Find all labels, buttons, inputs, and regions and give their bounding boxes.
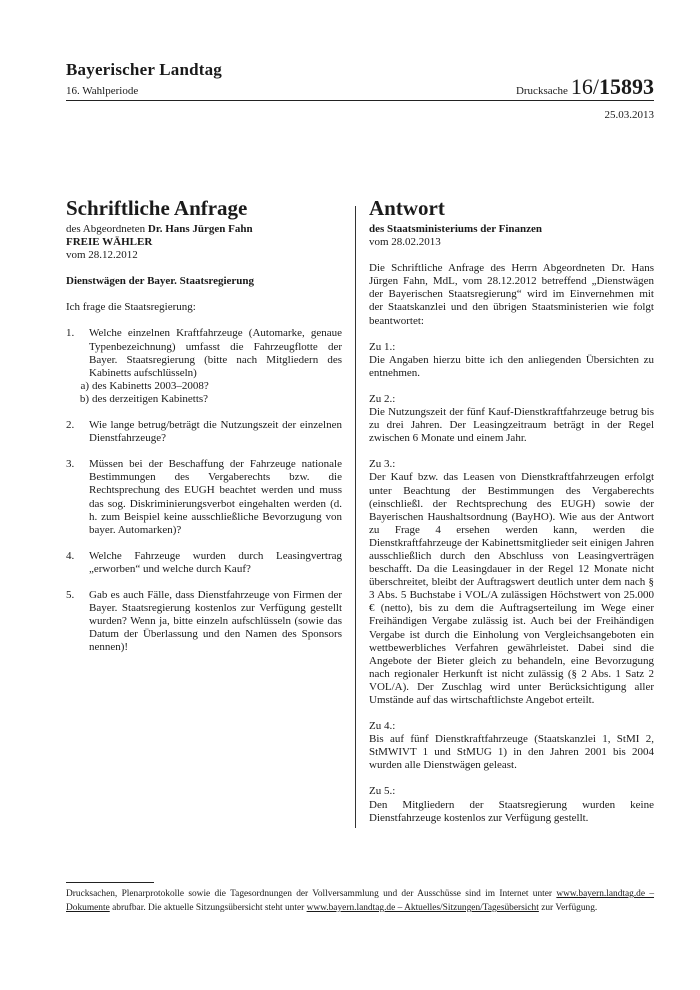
antwort-column [369,196,654,825]
answer-5-label: Zu 5.: [369,785,396,798]
answer-3-label: Zu 3.: [369,458,396,471]
answer-2-text: Die Nutzungszeit der fünf Kauf-Dienstkraftfahrzeuge betrug bis zu drei Jahren. Der Leasingzeitraum beträgt in der Regel zwischen 6 Monate und einem Jahr. [369,406,654,445]
question-text: Welche Fahrzeuge wurden durch Leasingvertrag „erworben“ und welche durch Kauf? [89,549,342,575]
question-3 [66,458,342,537]
parliament-title: Bayerischer Landtag [66,60,223,79]
question-number: 5. [66,588,75,601]
question-text: Müssen bei der Beschaffung der Fahrzeuge nationale Bestimmungen des Vergaberechts bzw. die Rechtsprechung des EUGH beachtet werden und muss das sog. Diskriminierungsverbot eingehalten werden (d. h. zum Beispiel keine ausschließliche Bevorzugung von bayer. Automarken)? [89,458,342,536]
antwort-intro: Die Schriftliche Anfrage des Herrn Abgeordneten Dr. Hans Jürgen Fahn, MdL, vom 28.12.2012 betreffend „Dienstwägen der Bayerischen Staatsregierung“ wird im Einvernehmen mit der Staatskanzlei und den übrigen Staatsministerien wie folgt beantwortet: [369,262,654,327]
sub-text: des derzeitigen Kabinetts? [92,392,209,405]
anfrage-party: FREIE WÄHLER [66,236,153,249]
drucksache-id: 15893 [599,74,654,99]
footer-link-dokumente[interactable]: www.bayern.landtag.de – Dokumente [66,889,655,913]
antwort-ministry: des Staatsministeriums der Finanzen [369,223,543,235]
question-text: Welche einzelnen Kraftfahrzeuge (Automarke, genaue Typenbezeichnung) umfasst die Fahrzeugflotte der Bayer. Staatsregierung (bitte nach Mitgliedern des Kabinetts aufschlüsseln) [89,327,342,379]
footer-link-sitzungen[interactable]: www.bayern.landtag.de – Aktuelles/Sitzungen/Tagesübersicht [306,903,539,913]
legislative-period: 16. Wahlperiode [66,85,139,97]
answer-2-label: Zu 2.: [369,392,396,405]
question-number: 3. [66,458,75,471]
question-1 [66,327,342,379]
question-1-sub-b [66,393,342,406]
question-5 [66,589,342,654]
anfrage-by: des Abgeordneten [66,223,148,235]
footer-text-1: Drucksachen, Plenarprotokolle sowie die Tagesordnungen der Vollversammlung und der Ausschüsse sind im Internet unter [66,889,557,899]
document-date: 25.03.2013 [604,109,654,121]
drucksache-number [516,74,654,100]
sub-label: b) [79,392,89,405]
drucksache-label: Drucksache [515,85,568,97]
footer-text-2: abrufbar. Die aktuelle Sitzungsübersicht steht unter [109,903,307,913]
answer-4-label: Zu 4.: [369,720,396,733]
question-4 [66,550,342,576]
anfrage-subject: Dienstwägen der Bayer. Staatsregierung [66,275,255,288]
anfrage-intro: Ich frage die Staatsregierung: [66,301,196,314]
answer-5-text: Den Mitgliedern der Staatsregierung wurden keine Dienstfahrzeuge kostenlos zur Verfügung gestellt. [369,798,654,824]
question-number: 2. [66,419,75,432]
header-rule [66,100,654,101]
answer-4-text: Bis auf fünf Dienstkraftfahrzeuge (Staatskanzlei 1, StMI 2, StMWIVT 1 und StMUG 1) in den Jahren 2001 bis 2004 wurden alle Dienstwägen geleast. [369,733,654,772]
sub-label: a) [80,379,89,392]
answer-3-text: Der Kauf bzw. das Leasen von Dienstkraftfahrzeugen erfolgt unter Beachtung der Bestimmungen des Vergaberechts (einschließl. der Rechtsprechung des EUGH) sowie der Bayerischen Haushaltsordnung (BayHO). Wie aus der Antwort zu Frage 4 ersehen werden kann, werden die Dienstkraftfahrzeuge der Kabinettsmitglieder seit einigen Jahren ausschließlich durch den Abschluss von Leasingverträgen beschafft. Da die Leasingdauer in der Regel 12 Monate nicht überschreitet, bleibt der Auftragswert deutlich unter dem nach § 3 Abs. 5 Buchstabe i VOL/A zulässigen Höchstwert von 25.000 € (netto), bis zu dem die Auftragserteilung im Wege einer Freihändigen Vergabe zulässig ist. Auch bei der Freihändigen Vergabe ist durch die Einholung von Vergleichsangeboten ein wettbewerbliches Verfahren gewährleistet. Dabei sind die Angebote der Bieter gleich zu behandeln, eine Bevorzugung nach regionaler Herkunft ist nicht zulässig (§ 2 Abs. 1 Satz 2 VOL/A). Der Zuschlag wird unter Berücksichtigung aller Umstände auf das wirtschaftlichste Angebot erteilt. [369,471,654,706]
anfrage-author: Dr. Hans Jürgen Fahn [147,223,253,235]
column-divider [355,206,356,828]
anfrage-author-line [66,223,342,236]
anfrage-date: vom 28.12.2012 [66,249,138,262]
footer-text-3: zur Verfügung. [538,903,598,913]
sub-text: des Kabinetts 2003–2008? [92,379,209,392]
footer-note [66,887,654,915]
footer-rule [66,882,154,883]
anfrage-heading: Schriftliche Anfrage [66,196,248,220]
question-text: Wie lange betrug/beträgt die Nutzungszeit der einzelnen Dienstfahrzeuge? [89,419,342,445]
question-1-sub-a [66,380,342,393]
question-2 [66,419,342,445]
antwort-date: vom 28.02.2013 [369,236,441,249]
answer-1-label: Zu 1.: [369,340,396,353]
drucksache-prefix: 16/ [570,74,599,99]
anfrage-column [66,196,342,654]
question-number: 1. [66,327,75,340]
antwort-heading: Antwort [369,196,445,220]
question-number: 4. [66,549,75,562]
question-text: Gab es auch Fälle, dass Dienstfahrzeuge von Firmen der Bayer. Staatsregierung kostenlos zur Verfügung gestellt wurden? Wenn ja, bitte einzeln aufschlüsseln (sowie das Datum der Überlassung und den Namen des Sponsors nennen)! [89,588,342,654]
answer-1-text: Die Angaben hierzu bitte ich den anliegenden Übersichten zu entnehmen. [369,353,654,379]
